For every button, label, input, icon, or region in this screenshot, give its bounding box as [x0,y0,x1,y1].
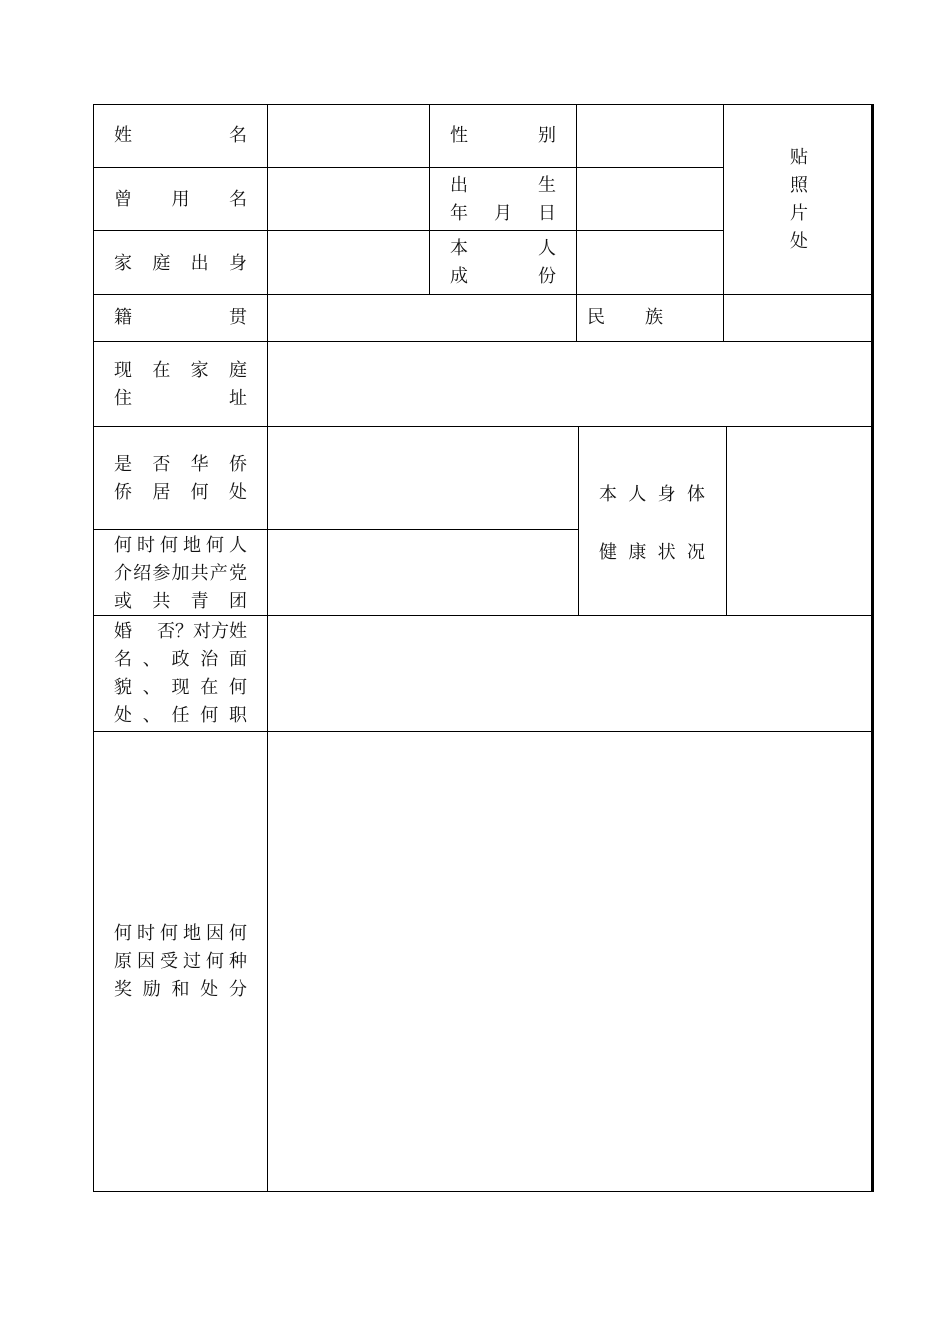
char: 在 [152,360,171,381]
char: 否 [152,454,171,475]
char: 或 [114,591,132,612]
char: 和 [171,979,190,1000]
char: 份 [538,266,556,287]
char: 体 [686,484,705,505]
family-origin-field[interactable] [270,233,426,291]
char: 名 [229,189,247,210]
col-line [267,104,268,1192]
label-gender [450,122,556,150]
col-line [576,104,577,341]
char: 用 [171,189,190,210]
char: 本 [450,238,468,259]
health-line-1 [599,481,705,509]
overseas-field[interactable] [270,429,575,526]
char: 姓 [114,125,132,146]
char: 婚 [114,621,132,642]
char: 团 [228,591,247,612]
marriage-line-3 [114,674,247,702]
marriage-line-1 [114,618,247,646]
char: 年 [450,203,468,224]
char: 名 [229,125,247,146]
char: 人 [628,484,647,505]
char: 民 [587,307,605,328]
char: 加 [171,563,190,584]
char: 青 [190,591,209,612]
char: 地 [183,535,201,556]
label-name [114,122,247,150]
char: 庭 [152,253,171,274]
char: 政 [171,649,190,670]
photo-char: 照 [790,175,808,196]
rewards-field[interactable] [270,734,870,1189]
marriage-line-2 [114,646,247,674]
char: 因 [137,951,155,972]
row-line [93,167,723,168]
char: 处 [114,705,132,726]
char: 现 [171,677,190,698]
char: 族 [645,307,663,328]
char: 处 [200,979,219,1000]
col-line [726,426,727,615]
char: 侨 [114,482,132,503]
char: 名 [114,649,132,670]
char: 侨 [228,454,247,475]
char: 出 [450,175,468,196]
char: 健 [599,542,617,563]
char: 况 [686,542,705,563]
char: 何 [160,535,178,556]
label-ethnicity-text [587,304,663,332]
label-overseas [114,451,247,507]
label-personal-status [450,235,556,291]
char: 党 [228,563,247,584]
char: 因 [206,923,224,944]
row-line [93,731,874,732]
char: 任 [171,705,190,726]
label-party [114,532,247,616]
char: 康 [628,542,647,563]
char: 何 [114,535,132,556]
char: 、 [142,705,161,726]
status-line-1 [450,235,556,263]
char: 原 [114,951,132,972]
home-address-field[interactable] [270,344,870,423]
label-family-origin-text [114,250,247,278]
char: 住 [114,388,132,409]
marriage-line-4 [114,702,247,730]
char: 华 [190,454,209,475]
char: 何 [114,923,132,944]
char: 何 [160,923,178,944]
char: 、 [142,677,161,698]
char: 励 [142,979,161,1000]
char: 月 [494,203,512,224]
address-line-2 [114,385,247,413]
char: 绍 [133,563,152,584]
photo-char: 贴 [790,147,808,168]
char: 生 [538,175,556,196]
char: 时 [137,535,155,556]
char: 是 [114,454,132,475]
char: 时 [137,923,155,944]
rewards-line-2 [114,948,247,976]
char: 现 [114,360,132,381]
spacer [599,509,705,539]
char: 何 [190,482,209,503]
char: 居 [152,482,171,503]
label-name-text [114,122,247,150]
label-gender-text [450,122,556,150]
address-line-1 [114,357,247,385]
row-line [93,294,874,295]
char: 身 [228,253,247,274]
rewards-line-1 [114,920,247,948]
char: 产 [209,563,228,584]
party-line-2 [114,560,247,588]
overseas-line-1 [114,451,247,479]
char: 出 [190,253,209,274]
label-home-address [114,357,247,413]
char: 人 [538,238,556,259]
char: 本 [599,484,617,505]
health-field[interactable] [729,429,870,612]
marriage-field[interactable] [270,618,870,728]
party-line-1 [114,532,247,560]
char: 籍 [114,307,132,328]
rewards-line-3 [114,976,247,1004]
char: 面 [229,649,247,670]
label-rewards [114,920,247,1004]
row-line [93,529,578,530]
char: 家 [114,253,132,274]
char: 共 [152,591,171,612]
char: 贯 [229,307,247,328]
char: 家 [190,360,209,381]
char: 状 [657,542,676,563]
char: 性 [450,125,468,146]
label-marriage [114,618,247,730]
char: 、 [142,649,161,670]
name-field[interactable] [270,107,426,165]
char: 过 [183,951,201,972]
label-native-place [114,304,247,332]
char: 在 [200,677,219,698]
char: 曾 [114,189,132,210]
char: 种 [229,951,247,972]
char: 身 [657,484,676,505]
birth-line-2 [450,200,556,228]
char: 参 [152,563,171,584]
birth-line-1 [450,172,556,200]
label-photo [779,144,819,256]
photo-char: 处 [790,231,808,252]
char: 何 [229,677,247,698]
char: 共 [190,563,209,584]
char: 地 [183,923,201,944]
char: 别 [538,125,556,146]
col-line [723,104,724,341]
label-former-name-text [114,186,247,214]
ethnicity-field[interactable] [726,297,870,338]
char: 址 [229,388,247,409]
row-line [93,426,874,427]
char: 何 [206,951,224,972]
label-birth [450,172,556,228]
char: 分 [229,979,247,1000]
char: 庭 [228,360,247,381]
party-line-3 [114,588,247,616]
native-place-field[interactable] [270,297,573,338]
char: 人 [229,535,247,556]
char: 处 [228,482,247,503]
char: 职 [229,705,247,726]
char: 成 [450,266,468,287]
col-line [578,426,579,615]
char: 貌 [114,677,132,698]
label-family-origin [114,250,247,278]
char: 介 [114,563,132,584]
char: 奖 [114,979,132,1000]
birth-date-field[interactable] [579,170,720,227]
char: 何 [200,705,219,726]
char: 否？对方姓 [157,621,247,642]
label-native-place-text [114,304,247,332]
row-line [93,341,874,342]
char: 何 [229,923,247,944]
char: 日 [538,203,556,224]
party-field[interactable] [270,532,575,612]
label-ethnicity [587,304,663,332]
char: 受 [160,951,178,972]
overseas-line-2 [114,479,247,507]
health-line-2 [599,539,705,567]
row-line [93,230,723,231]
char: 治 [200,649,219,670]
gender-field[interactable] [579,107,720,165]
status-line-2 [450,263,556,291]
char: 何 [206,535,224,556]
label-former-name [114,186,247,214]
personal-status-field[interactable] [579,233,720,291]
col-line [429,104,430,294]
label-health [599,481,705,567]
former-name-field[interactable] [270,170,426,227]
photo-char: 片 [790,203,808,224]
